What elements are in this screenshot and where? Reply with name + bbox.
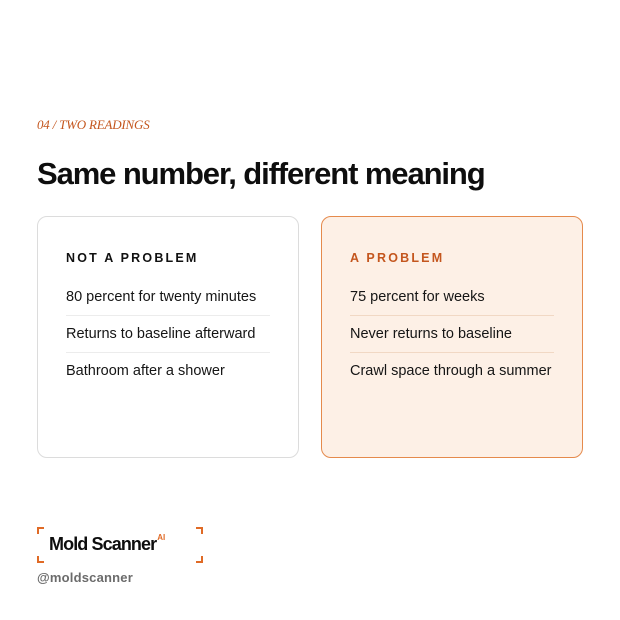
corner-bracket-icon (37, 527, 44, 534)
brand-name: Mold Scanner (49, 534, 157, 554)
corner-bracket-icon (37, 556, 44, 563)
corner-bracket-icon (196, 527, 203, 534)
a-problem-card (321, 216, 583, 458)
brand-badge: AI (157, 533, 166, 542)
brand-logo (37, 527, 203, 563)
card-title-a-problem: A PROBLEM (350, 251, 445, 265)
page-title: Same number, different meaning (37, 156, 485, 191)
corner-bracket-icon (196, 556, 203, 563)
social-handle: @moldscanner (37, 570, 133, 585)
list-item: 75 percent for weeks (350, 289, 485, 305)
brand-name-wrapper (49, 534, 165, 555)
list-item: 80 percent for twenty minutes (66, 289, 257, 305)
section-eyebrow: 04 / TWO READINGS (37, 117, 150, 132)
list-item: Never returns to baseline (350, 315, 554, 352)
card-title-not-a-problem: NOT A PROBLEM (66, 251, 199, 265)
list-item: Returns to baseline afterward (66, 315, 270, 352)
list-item: Crawl space through a summer (350, 352, 554, 389)
list-item: Bathroom after a shower (66, 352, 270, 389)
not-a-problem-card (37, 216, 299, 458)
